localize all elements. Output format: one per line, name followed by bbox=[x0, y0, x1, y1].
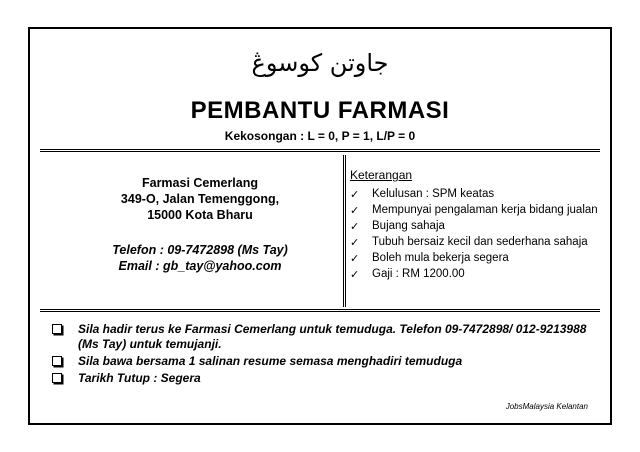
list-item: ✓ Kelulusan : SPM keatas bbox=[350, 188, 495, 201]
job-title: PEMBANTU FARMASI bbox=[190, 97, 450, 124]
checkmark-icon: ✓ bbox=[350, 252, 360, 265]
list-item: ✓ Bujang sahaja bbox=[350, 220, 445, 233]
list-item: ✓ Boleh mula bekerja segera bbox=[350, 252, 509, 265]
details-heading: Keterangan bbox=[350, 168, 413, 182]
note-item: Tarikh Tutup : Segera bbox=[48, 371, 593, 386]
employer-address-line2: 15000 Kota Bharu bbox=[147, 208, 253, 222]
checkmark-icon: ✓ bbox=[350, 268, 360, 281]
credit-text: JobsMalaysia Kelantan bbox=[505, 402, 588, 411]
checkmark-icon: ✓ bbox=[350, 204, 360, 217]
list-item: ✓ Tubuh bersaiz kecil dan sederhana sahaja bbox=[350, 236, 588, 249]
contact-block bbox=[60, 242, 340, 274]
checkmark-icon: ✓ bbox=[350, 188, 360, 201]
employer-phone: Telefon : 09-7472898 (Ms Tay) bbox=[112, 243, 288, 257]
job-details bbox=[350, 168, 612, 284]
details-list bbox=[350, 188, 612, 282]
checkbox-bullet-icon bbox=[52, 356, 62, 366]
checkbox-bullet-icon bbox=[52, 373, 62, 383]
jawi-title: جاوتن كوسوڠ bbox=[251, 49, 389, 77]
checkmark-icon: ✓ bbox=[350, 220, 360, 233]
job-ad-frame bbox=[28, 27, 612, 425]
note-item: Sila hadir terus ke Farmasi Cemerlang untuk temuduga. Telefon 09-7472898/ 012-9213988 (Ms Tay) untuk temujanji. bbox=[48, 322, 593, 352]
list-item: ✓ Gaji : RM 1200.00 bbox=[350, 268, 465, 281]
column-divider bbox=[343, 155, 346, 307]
checkbox-bullet-icon bbox=[52, 324, 62, 334]
list-item: ✓ Mempunyai pengalaman kerja bidang jualan bbox=[350, 204, 598, 217]
notes bbox=[48, 322, 593, 388]
employer-address-line1: 349-O, Jalan Temenggong, bbox=[120, 192, 280, 206]
divider-bottom bbox=[40, 309, 600, 312]
note-item: Sila bawa bersama 1 salinan resume semasa menghadiri temuduga bbox=[48, 354, 593, 369]
checkmark-icon: ✓ bbox=[350, 236, 360, 249]
vacancy-count: Kekosongan : L = 0, P = 1, L/P = 0 bbox=[224, 129, 416, 143]
employer-info bbox=[60, 175, 340, 274]
employer-email: Email : gb_tay@yahoo.com bbox=[118, 259, 282, 273]
employer-name: Farmasi Cemerlang bbox=[141, 176, 259, 190]
divider-top bbox=[40, 149, 600, 152]
